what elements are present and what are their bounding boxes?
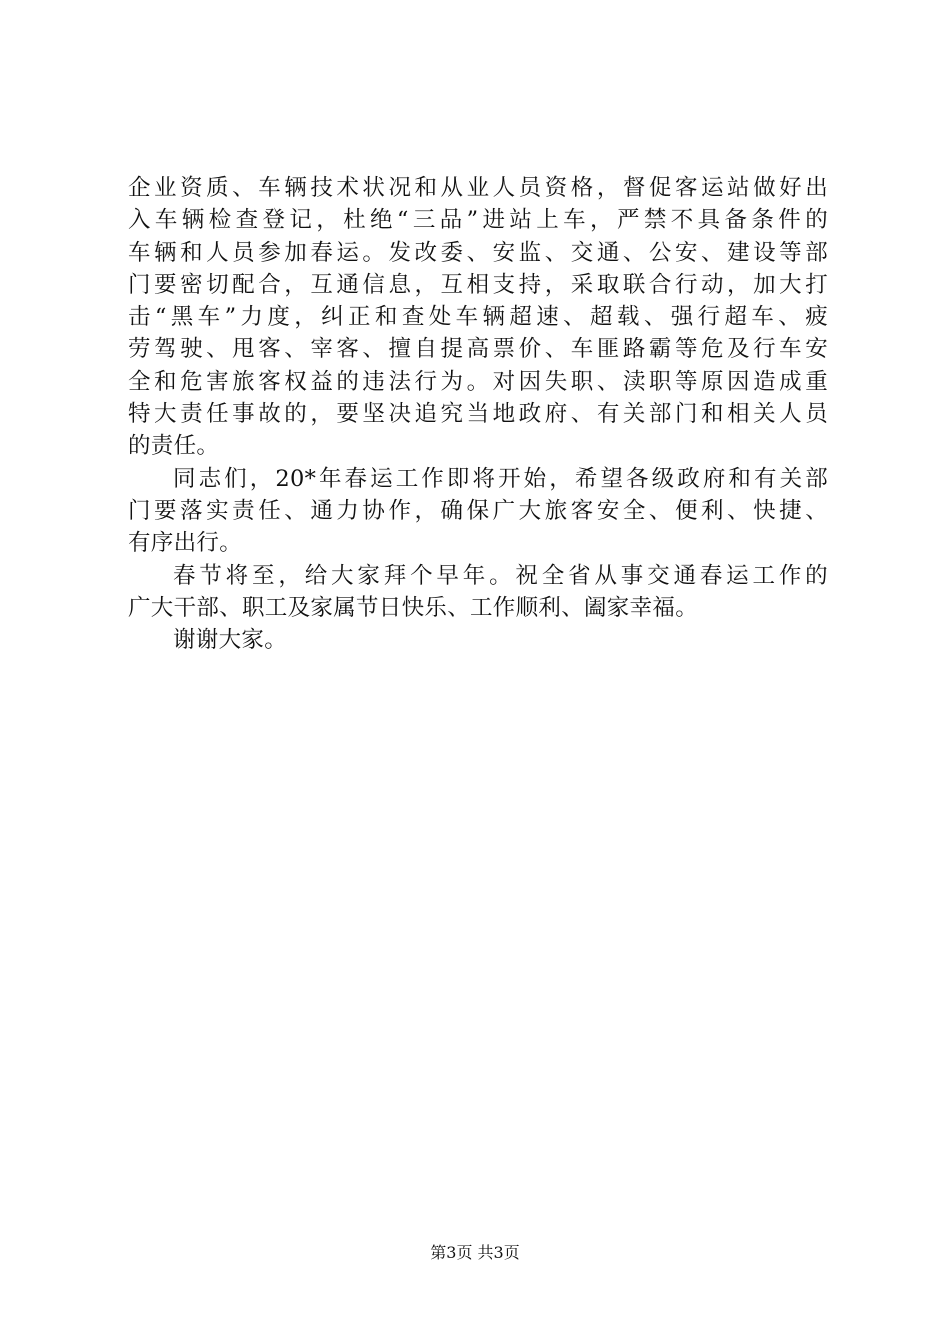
text-line: 全和危害旅客权益的违法行为。对因失职、渎职等原因造成重 (128, 368, 828, 395)
document-body (128, 172, 828, 656)
text-line: 有序出行。 (128, 530, 243, 557)
text-line: 的责任。 (128, 433, 220, 460)
text-line: 击“黑车”力度，纠正和查处车辆超速、超载、强行超车、疲 (128, 304, 828, 331)
text-line: 劳驾驶、甩客、宰客、擅自提高票价、车匪路霸等危及行车安 (128, 336, 828, 363)
text-line: 同志们，20*年春运工作即将开始，希望各级政府和有关部 (173, 465, 828, 492)
page-number-footer: 第3页 共3页 (430, 1243, 520, 1262)
text-line: 广大干部、职工及家属节日快乐、工作顺利、阖家幸福。 (128, 594, 699, 621)
text-line: 企业资质、车辆技术状况和从业人员资格，督促客运站做好出 (128, 175, 828, 201)
text-line: 春节将至，给大家拜个早年。祝全省从事交通春运工作的 (173, 562, 828, 589)
text-line: 特大责任事故的，要坚决追究当地政府、有关部门和相关人员 (128, 401, 828, 428)
text-line: 车辆和人员参加春运。发改委、安监、交通、公安、建设等部 (128, 239, 828, 266)
text-line: 门要落实责任、通力协作，确保广大旅客安全、便利、快捷、 (128, 497, 828, 524)
text-line: 门要密切配合，互通信息，互相支持，采取联合行动，加大打 (128, 271, 828, 298)
text-line: 谢谢大家。 (173, 627, 288, 654)
text-line: 入车辆检查登记，杜绝“三品”进站上车，严禁不具备条件的 (128, 207, 828, 234)
